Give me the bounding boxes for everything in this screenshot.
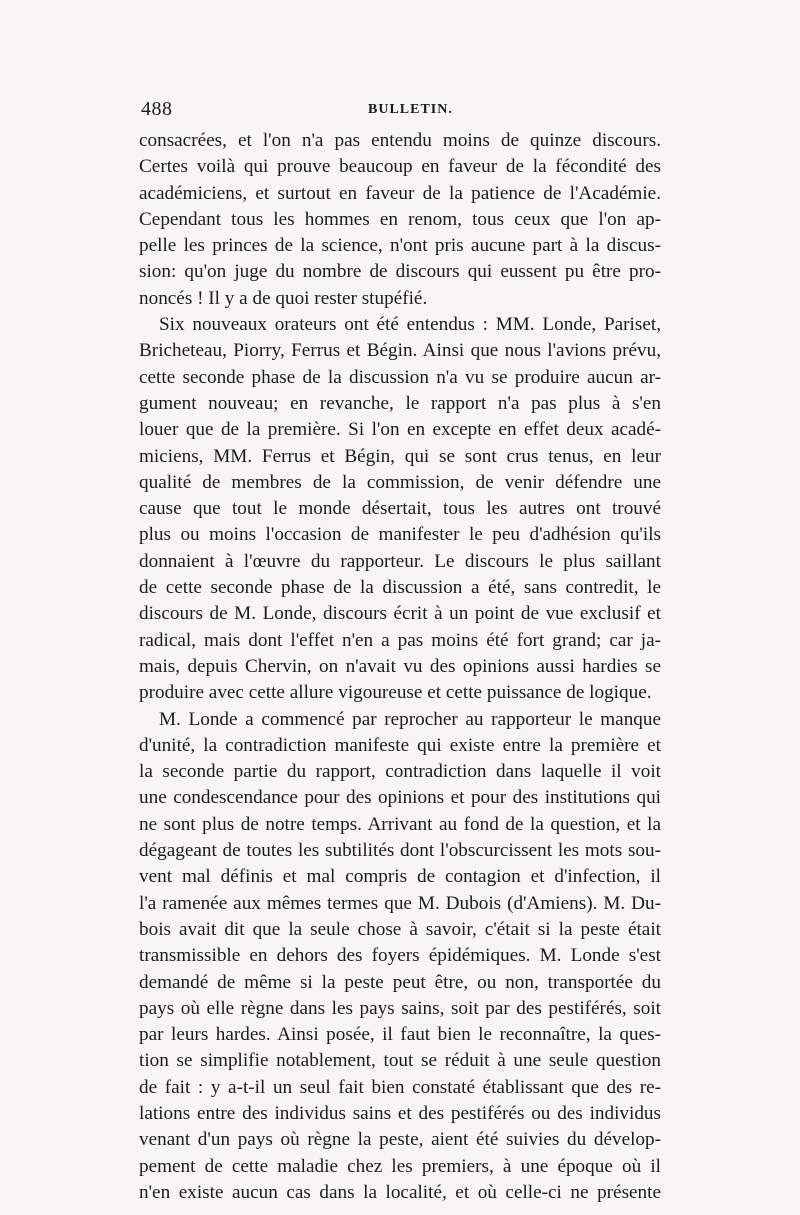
text-line: Bricheteau, Piorry, Ferrus et Bégin. Ainsi que nous l'avions prévu,: [139, 340, 661, 362]
paragraph: [139, 707, 661, 1207]
text-line: Cependant tous les hommes en renom, tous ceux que l'on ap-: [139, 208, 661, 230]
text-line: gument nouveau; en revanche, le rapport n'a pas plus à s'en: [139, 392, 661, 414]
text-line: discours de M. Londe, discours écrit à un point de vue exclusif et: [139, 603, 661, 625]
text-line: consacrées, et l'on n'a pas entendu moins de quinze discours.: [139, 130, 661, 151]
text-line: l'a ramenée aux mêmes termes que M. Dubois (d'Amiens). M. Du-: [139, 892, 661, 914]
text-line: de cette seconde phase de la discussion a été, sans contredit, le: [139, 577, 661, 599]
page-number: 488: [141, 98, 173, 120]
text-line: d'unité, la contradiction manifeste qui existe entre la première et: [139, 734, 661, 756]
text-line: venant d'un pays où règne la peste, aient été suivies du dévelop-: [139, 1129, 661, 1151]
text-line: vent mal définis et mal compris de contagion et d'infection, il: [139, 866, 661, 888]
text-line: une condescendance pour des opinions et pour des institutions qui: [139, 787, 661, 809]
text-line: la seconde partie du rapport, contradiction dans laquelle il voit: [139, 761, 661, 783]
text-line: sion: qu'on juge du nombre de discours qui eussent pu être pro-: [139, 261, 661, 283]
text-line: tion se simplifie notablement, tout se réduit à une seule question: [139, 1050, 661, 1072]
page-header: [139, 98, 661, 128]
text-line: M. Londe a commencé par reprocher au rapporteur le manque: [159, 708, 661, 730]
text-line: radical, mais dont l'effet n'en a pas moins été fort grand; car ja-: [139, 629, 661, 651]
text-line: miciens, MM. Ferrus et Bégin, qui se sont crus tenus, en leur: [139, 445, 661, 467]
text-line: ne sont plus de notre temps. Arrivant au fond de la question, et la: [139, 813, 661, 835]
text-line: cause que tout le monde désertait, tous les autres ont trouvé: [139, 498, 661, 520]
text-line: Certes voilà qui prouve beaucoup en faveur de la fécondité des: [139, 156, 661, 178]
text-line: dégageant de toutes les subtilités dont l'obscurcissent les mots sou-: [139, 840, 661, 862]
text-line: bois avait dit que la seule chose à savoir, c'était si la peste était: [139, 918, 661, 940]
paragraph: [139, 128, 661, 312]
text-line: pays où elle règne dans les pays sains, soit par des pestiférés, soit: [139, 997, 661, 1019]
running-head: BULLETIN.: [368, 102, 453, 117]
text-line: pement de cette maladie chez les premiers, à une époque où il: [139, 1155, 661, 1177]
text-line: pelle les princes de la science, n'ont pris aucune part à la discus-: [139, 235, 661, 257]
body-text: [139, 128, 661, 1206]
paragraph: [139, 312, 661, 706]
text-line: académiciens, et surtout en faveur de la patience de l'Académie.: [139, 182, 661, 204]
text-line: n'en existe aucun cas dans la localité, et où celle-ci ne présente: [139, 1181, 661, 1203]
text-line: louer que de la première. Si l'on en excepte en effet deux acadé-: [139, 419, 661, 441]
text-line: qualité de membres de la commission, de venir défendre une: [139, 471, 661, 493]
text-line: de fait : y a-t-il un seul fait bien constaté établissant que des re-: [139, 1076, 661, 1098]
text-line: noncés ! Il y a de quoi rester stupéfié.: [139, 287, 428, 309]
text-line: cette seconde phase de la discussion n'a vu se produire aucun ar-: [139, 366, 661, 388]
text-line: par leurs hardes. Ainsi posée, il faut bien le reconnaître, la ques-: [139, 1024, 661, 1046]
text-line: transmissible en dehors des foyers épidémiques. M. Londe s'est: [139, 945, 661, 967]
text-line: plus ou moins l'occasion de manifester le peu d'adhésion qu'ils: [139, 524, 661, 546]
text-line: produire avec cette allure vigoureuse et cette puissance de logique.: [139, 682, 652, 704]
text-line: mais, depuis Chervin, on n'avait vu des opinions aussi hardies se: [139, 655, 661, 677]
text-line: donnaient à l'œuvre du rapporteur. Le discours le plus saillant: [139, 550, 661, 572]
text-line: demandé de même si la peste peut être, ou non, transportée du: [139, 971, 661, 993]
text-line: lations entre des individus sains et des pestiférés ou des individus: [139, 1102, 661, 1124]
text-line: Six nouveaux orateurs ont été entendus : MM. Londe, Pariset,: [159, 314, 661, 336]
